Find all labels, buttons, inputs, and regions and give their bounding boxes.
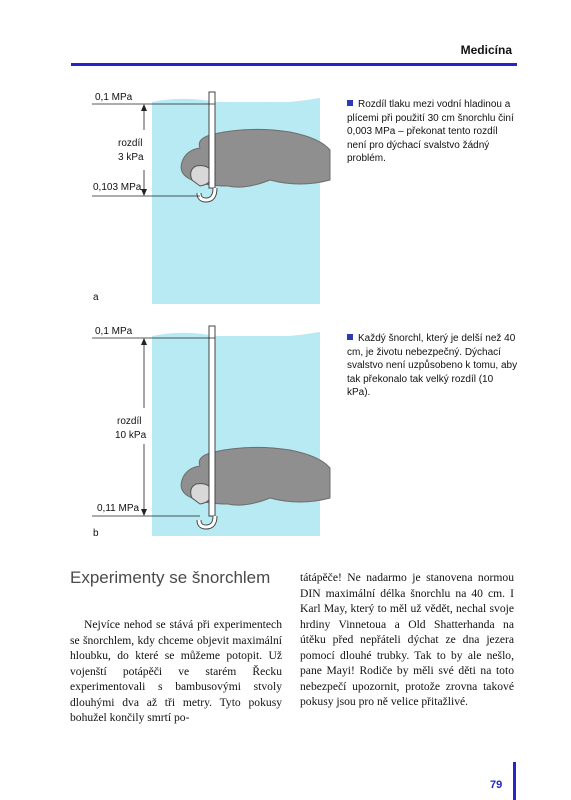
arrow-up-icon bbox=[141, 338, 147, 345]
bottom-pressure-label: 0,11 MPa bbox=[97, 503, 140, 514]
figure-letter-label: a bbox=[93, 292, 99, 303]
arrow-down-icon bbox=[141, 509, 147, 516]
article-body-text-continued: tátápěče! Ne nadarmo je stanovena normou DIN maximální délka šnorchlu na 40 cm. I Karl May, který to měl už vědět, nechal svoje hrdiny Vinnetoua a Old Shatterhanda na útěku před nepřáteli dýchat ze dna jezera pomocí dlouhé trubky. Tak to by ale nešlo, pane Mayi! Rodiče by měli své děti na toto nebezpečí upozornit, protože zrovna takové pokusy jsou pro ně velice přitažlivé. bbox=[300, 571, 514, 708]
figure-letter-label: b bbox=[93, 528, 99, 539]
header-section-title: Medicína bbox=[460, 43, 512, 57]
arrow-down-icon bbox=[141, 189, 147, 196]
top-pressure-label: 0,1 MPa bbox=[95, 326, 133, 337]
difference-label-line2: 3 kPa bbox=[118, 152, 144, 163]
difference-label-line2: 10 kPa bbox=[115, 430, 147, 441]
diver-silhouette bbox=[181, 447, 330, 505]
header-rule bbox=[71, 63, 517, 66]
diver-silhouette bbox=[181, 129, 330, 187]
figure-b-caption-text: Každý šnorchl, který je delší než 40 cm, je životu nebezpečný. Dýchací svalstvo není uzpůsobeno k tomu, aby tak překonalo tak velký rozdíl (10 kPa). bbox=[347, 333, 518, 399]
article-body-column-left bbox=[70, 617, 282, 725]
page-edge-bar bbox=[513, 762, 516, 800]
figure-b-caption bbox=[347, 332, 519, 400]
difference-label-line1: rozdíl bbox=[117, 416, 142, 427]
figure-a-caption bbox=[347, 98, 519, 166]
article-body-column-right bbox=[300, 570, 514, 726]
bullet-square-icon bbox=[347, 334, 353, 340]
top-pressure-label: 0,1 MPa bbox=[95, 92, 133, 103]
arrow-up-icon bbox=[141, 104, 147, 111]
bottom-pressure-label: 0,103 MPa bbox=[93, 182, 142, 193]
water-area bbox=[152, 336, 320, 536]
section-heading: Experimenty se šnorchlem bbox=[70, 568, 271, 587]
figure-a-caption-text: Rozdíl tlaku mezi vodní hladinou a plícemi při použití 30 cm šnorchlu činí 0,003 MPa – překonat tento rozdíl není pro dýchací svalstvo žádný problém. bbox=[347, 99, 514, 165]
article-body-text: Nejvíce nehod se stává při experimentech se šnorchlem, kdy chceme objevit maximální hloubku, do které se můžeme potopit. Už vojenští potápěči ve starém Řecku experimentovali s bambusovými stvoly dlouhými dva až tři metry. Tyto pokusy bohužel končily smrtí po- bbox=[70, 618, 282, 724]
page-number: 79 bbox=[490, 779, 503, 791]
bullet-square-icon bbox=[347, 100, 353, 106]
difference-label-line1: rozdíl bbox=[118, 138, 143, 149]
